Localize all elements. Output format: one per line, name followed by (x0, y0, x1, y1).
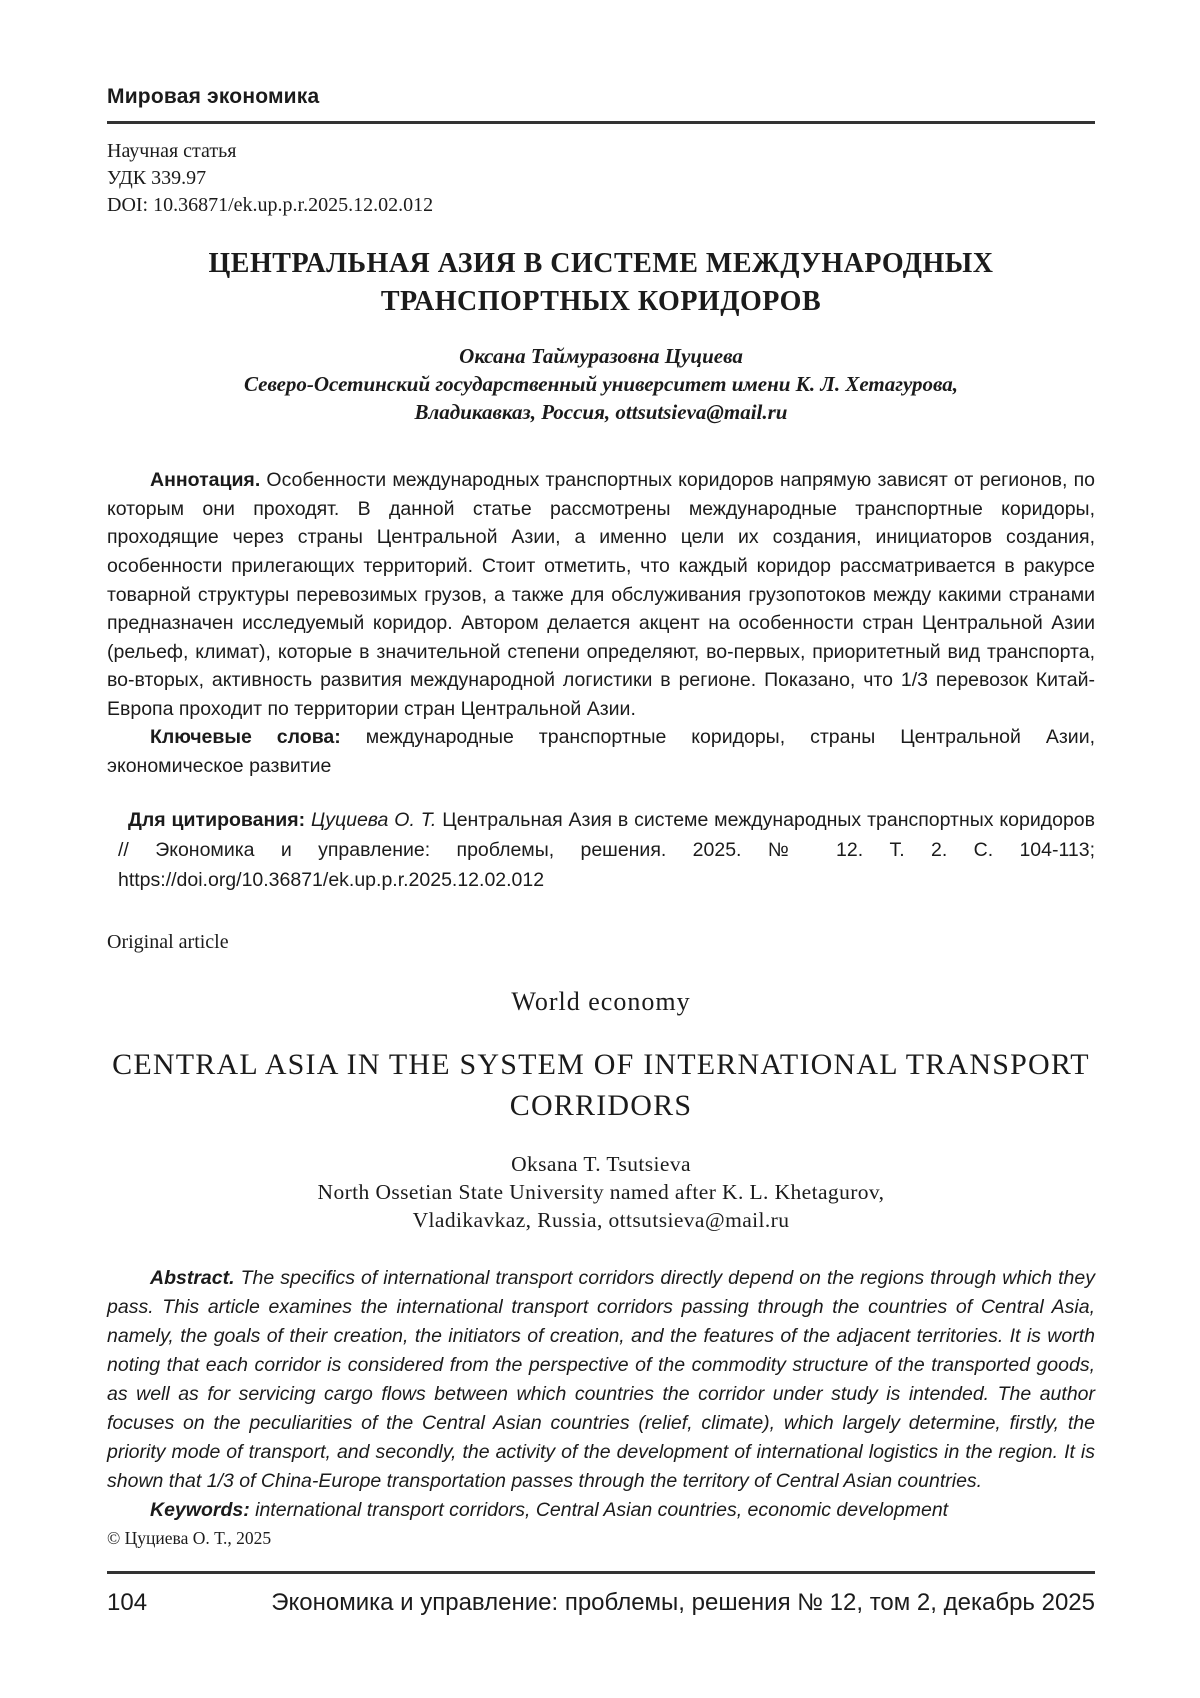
doi-number: DOI: 10.36871/ek.up.p.r.2025.12.02.012 (107, 194, 434, 217)
keywords-ru (107, 723, 1095, 780)
citation-block (118, 805, 1095, 895)
affiliation-en-line1: North Ossetian State University named after K. L. Khetagurov, (317, 1179, 885, 1204)
affiliation-ru-line1: Северо-Осетинский государственный университет имени К. Л. Хетагурова, (243, 372, 959, 397)
affiliation-ru-line2: Владикавказ, Россия, ottsutsieva@mail.ru (414, 400, 788, 425)
journal-footer-line: Экономика и управление: проблемы, решения № 12, том 2, декабрь 2025 (271, 1589, 1095, 1616)
journal-section-title-en: World economy (511, 986, 691, 1016)
author-name-ru: Оксана Таймуразовна Цуциева (459, 344, 743, 369)
page-number: 104 (107, 1589, 148, 1616)
abstract-label-ru: Аннотация. (150, 469, 261, 492)
abstract-en (107, 1264, 1095, 1496)
author-name-en: Oksana T. Tsutsieva (511, 1151, 691, 1176)
keywords-label-ru: Ключевые слова: (150, 726, 341, 749)
keywords-text-en: international transport corridors, Central Asian countries, economic development (255, 1498, 949, 1521)
citation-label: Для цитирования: (128, 808, 306, 831)
abstract-label-en: Abstract. (150, 1266, 235, 1289)
article-type-label: Научная статья (107, 140, 237, 163)
article-type-label-en: Original article (107, 930, 229, 953)
keywords-text-ru: международные транспортные коридоры, страны Центральной Азии, экономическое развитие (107, 726, 1096, 778)
abstract-text-en: The specifics of international transport corridors directly depend on the regions through which they pass. This article examines the international transport corridors passing through the countries of Central Asia, namely, the goals of their creation, the initiators of creation, and the features of the adjacent territories. It is worth noting that each corridor is considered from the perspective of the commodity structure of the transported goods, as well as for servicing cargo flows between which countries the corridor under study is intended. The author focuses on the peculiarities of the Central Asian countries (relief, climate), which largely determine, firstly, the priority mode of transport, and secondly, the activity of the development of international logistics in the region. It is shown that 1/3 of China-Europe transportation passes through the territory of Central Asian countries. (107, 1266, 1096, 1492)
abstract-ru (107, 466, 1095, 723)
journal-section-title: Мировая экономика (107, 85, 1095, 124)
keywords-label-en: Keywords: (150, 1498, 250, 1521)
author-block-ru (107, 342, 1095, 426)
author-block-en (107, 1150, 1095, 1234)
page-title-en: CENTRAL ASIA IN THE SYSTEM OF INTERNATIONAL TRANSPORT CORRIDORS (112, 1047, 1090, 1122)
page-title-ru: ЦЕНТРАЛЬНАЯ АЗИЯ В СИСТЕМЕ МЕЖДУНАРОДНЫХ ТРАНСПОРТНЫХ КОРИДОРОВ (208, 248, 994, 318)
article-meta (107, 138, 1095, 219)
abstract-text-ru: Особенности международных транспортных коридоров напрямую зависят от регионов, по которым они проходят. В данной статье рассмотрены международные транспортные коридоры, проходящие через страны Центральной Азии, а именно цели их создания, инициаторов создания, особенности прилегающих территорий. Стоит отметить, что каждый коридор рассматривается в ракурсе товарной структуры перевозимых грузов, а также для обслуживания грузопотоков между какими странами предназначен исследуемый коридор. Автором делается акцент на особенности стран Центральной Азии (рельеф, климат), которые в значительной степени определяют, во-первых, приоритетный вид транспорта, во-вторых, активность развития международной логистики в регионе. Показано, что 1/3 перевозок Китай-Европа проходит по территории стран Центральной Азии. (107, 469, 1095, 720)
page-footer (107, 1571, 1095, 1618)
copyright-notice: © Цуциева О. Т., 2025 (107, 1528, 272, 1548)
keywords-en (107, 1496, 1095, 1525)
citation-text: Центральная Азия в системе международных транспортных коридоров // Экономика и управление: проблемы, решения. 2025. № 12. Т. 2. С. 104-113; https://doi.org/10.36871/ek.up.p.r.2025.12.02.012 (118, 808, 1095, 891)
citation-author: Цуциева О. Т. (311, 808, 437, 831)
udc-number: УДК 339.97 (107, 167, 207, 190)
affiliation-en-line2: Vladikavkaz, Russia, ottsutsieva@mail.ru (412, 1207, 790, 1232)
